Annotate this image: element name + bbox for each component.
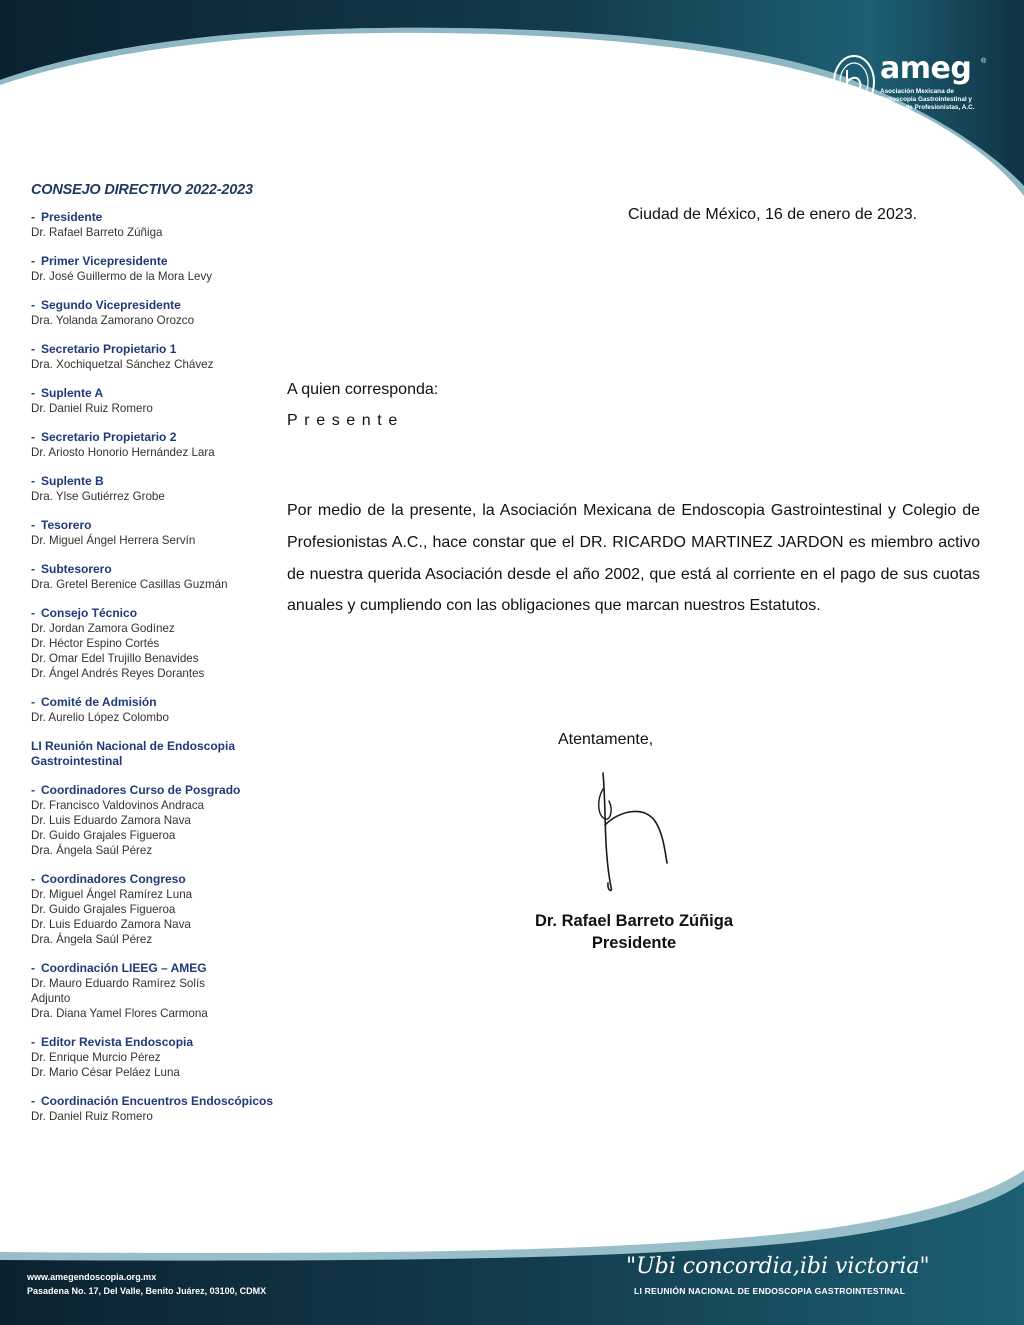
council-title: CONSEJO DIRECTIVO 2022-2023	[31, 182, 253, 198]
council-member: Dra. Ylse Gutiérrez Grobe	[31, 490, 165, 503]
council-group	[31, 298, 281, 328]
council-group	[31, 254, 281, 284]
council-role	[31, 783, 281, 798]
council-member: Dra. Xochiquetzal Sánchez Chávez	[31, 358, 214, 371]
council-member: Dr. Daniel Ruiz Romero	[31, 1110, 153, 1123]
council-member: Dra. Yolanda Zamorano Orozco	[31, 314, 195, 327]
council-role	[31, 1094, 281, 1109]
council-role-label: Coordinadores Curso de Posgrado	[41, 783, 241, 797]
council-member: Dr. Enrique Murcio Pérez	[31, 1051, 161, 1064]
council-member: Dr. Miguel Ángel Herrera Servín	[31, 534, 196, 547]
council-role	[31, 254, 281, 269]
role-bullet: -	[31, 474, 35, 488]
signer-block	[450, 910, 818, 954]
council-role-label: Suplente B	[41, 474, 104, 488]
council-role	[31, 562, 281, 577]
brand-name: ameg	[880, 51, 972, 86]
council-group	[31, 606, 281, 681]
council-role	[31, 518, 281, 533]
role-bullet: -	[31, 430, 35, 444]
closing: Atentamente,	[558, 731, 654, 748]
council-role-label: Comité de Admisión	[41, 695, 157, 709]
council-member: Adjunto	[31, 992, 71, 1005]
org-name-line: Endoscopia Gastrointestinal y	[880, 96, 972, 103]
role-bullet: -	[31, 386, 35, 400]
council-role	[31, 210, 281, 225]
council-role	[31, 606, 281, 621]
letter-date: Ciudad de México, 16 de enero de 2023.	[628, 206, 918, 223]
role-bullet: -	[31, 342, 35, 356]
council-group	[31, 430, 281, 460]
council-group	[31, 961, 281, 1021]
council-member: Dr. Luis Eduardo Zamora Nava	[31, 918, 191, 931]
ameg-seal-icon	[832, 54, 876, 110]
council-role-label: Editor Revista Endoscopia	[41, 1035, 194, 1049]
council-role	[31, 1035, 281, 1050]
council-member: Dr. Jordan Zamora Godínez	[31, 622, 175, 635]
council-member: Dr. Francisco Valdovinos Andraca	[31, 799, 205, 812]
council-role	[31, 342, 281, 357]
salutation-block	[287, 374, 438, 436]
council-role-label: Tesorero	[41, 518, 92, 532]
address: Pasadena No. 17, Del Valle, Benito Juárez, 03100, CDMX	[27, 1286, 267, 1296]
council-member: Dra. Gretel Berenice Casillas Guzmán	[31, 578, 228, 591]
role-bullet: -	[31, 518, 35, 532]
role-bullet: -	[31, 1035, 35, 1049]
council-role	[31, 430, 281, 445]
ameg-logo	[832, 50, 1002, 120]
council-role-label: Secretario Propietario 1	[41, 342, 177, 356]
council-group	[31, 783, 281, 858]
role-bullet: -	[31, 210, 35, 224]
meeting-name: LI REUNIÓN NACIONAL DE ENDOSCOPIA GASTROINTESTINAL	[634, 1286, 906, 1296]
council-member: Dr. Aurelio López Colombo	[31, 711, 169, 724]
council-group	[31, 1094, 281, 1124]
council-group	[31, 386, 281, 416]
signature	[585, 765, 685, 895]
org-name-line: Colegio de Profesionistas, A.C.	[880, 104, 975, 111]
council-role-label: Coordinación LIEEG – AMEG	[41, 961, 207, 975]
salutation: A quien corresponda:	[287, 381, 439, 398]
council-role	[31, 872, 281, 887]
council-group	[31, 872, 281, 947]
council-member: Dr. Omar Edel Trujillo Benavides	[31, 652, 199, 665]
council-member: Dr. Mauro Eduardo Ramírez Solís	[31, 977, 205, 990]
motto: "Ubi concordia,ibi victoria"	[626, 1254, 930, 1279]
council-role-label: Coordinadores Congreso	[41, 872, 186, 886]
council-group	[31, 342, 281, 372]
council-member: Dr. Miguel Ángel Ramírez Luna	[31, 888, 193, 901]
role-bullet: -	[31, 562, 35, 576]
council-role-label: Presidente	[41, 210, 103, 224]
presente: Presente	[287, 412, 404, 429]
council-role-label: Segundo Vicepresidente	[41, 298, 181, 312]
council-role-label: Secretario Propietario 2	[41, 430, 177, 444]
role-bullet: -	[31, 961, 35, 975]
council-group	[31, 695, 281, 725]
footer-band	[0, 1160, 1024, 1325]
council-member: Dr. José Guillermo de la Mora Levy	[31, 270, 213, 283]
council-member: Dra. Ángela Saúl Pérez	[31, 933, 153, 946]
council-member: Dr. Rafael Barreto Zúñiga	[31, 226, 163, 239]
council-role-label: Suplente A	[41, 386, 104, 400]
registered-mark: ®	[981, 58, 987, 65]
council-member: Dr. Guido Grajales Figueroa	[31, 829, 176, 842]
council-role-label: Coordinación Encuentros Endoscópicos	[41, 1094, 274, 1108]
council-member: Dra. Ángela Saúl Pérez	[31, 844, 153, 857]
role-bullet: -	[31, 872, 35, 886]
council-role	[31, 695, 281, 710]
role-bullet: -	[31, 783, 35, 797]
role-bullet: -	[31, 298, 35, 312]
signer-name: Dr. Rafael Barreto Zúñiga	[534, 912, 734, 930]
council-group	[31, 474, 281, 504]
section-heading: LI Reunión Nacional de Endoscopia Gastrointestinal	[31, 739, 236, 768]
role-bullet: -	[31, 695, 35, 709]
role-bullet: -	[31, 1094, 35, 1108]
council-member: Dr. Ariosto Honorio Hernández Lara	[31, 446, 215, 459]
council-role	[31, 474, 281, 489]
council-role	[31, 386, 281, 401]
council-group	[31, 518, 281, 548]
council-member: Dr. Daniel Ruiz Romero	[31, 402, 153, 415]
council-member: Dr. Luis Eduardo Zamora Nava	[31, 814, 191, 827]
letter-body: Por medio de la presente, la Asociación Mexicana de Endoscopia Gastrointestinal y Colegio de Profesionistas A.C., hace constar que el DR. RICARDO MARTINEZ JARDON es miembro activo de nuestra querida Asociación desde el año 2002, que está al corriente en el pago de sus cuotas anuales y cumpliendo con las obligaciones que marcan nuestros Estatutos.	[287, 502, 980, 615]
council-member: Dr. Héctor Espino Cortés	[31, 637, 160, 650]
council-role-label: Primer Vicepresidente	[41, 254, 168, 268]
website-link[interactable]: www.amegendoscopia.org.mx	[27, 1272, 157, 1282]
council-role-label: Consejo Técnico	[41, 606, 138, 620]
council-list	[31, 210, 281, 1138]
role-bullet: -	[31, 606, 35, 620]
council-member: Dr. Ángel Andrés Reyes Dorantes	[31, 667, 205, 680]
council-member: Dr. Guido Grajales Figueroa	[31, 903, 176, 916]
council-role	[31, 961, 281, 976]
council-member: Dr. Mario César Peláez Luna	[31, 1066, 180, 1079]
org-name-line: Asociación Mexicana de	[880, 88, 954, 95]
council-member: Dra. Diana Yamel Flores Carmona	[31, 1007, 208, 1020]
council-role-label: Subtesorero	[41, 562, 112, 576]
role-bullet: -	[31, 254, 35, 268]
council-group	[31, 210, 281, 240]
council-group	[31, 562, 281, 592]
signer-title: Presidente	[591, 934, 677, 952]
council-role	[31, 298, 281, 313]
council-group	[31, 1035, 281, 1080]
